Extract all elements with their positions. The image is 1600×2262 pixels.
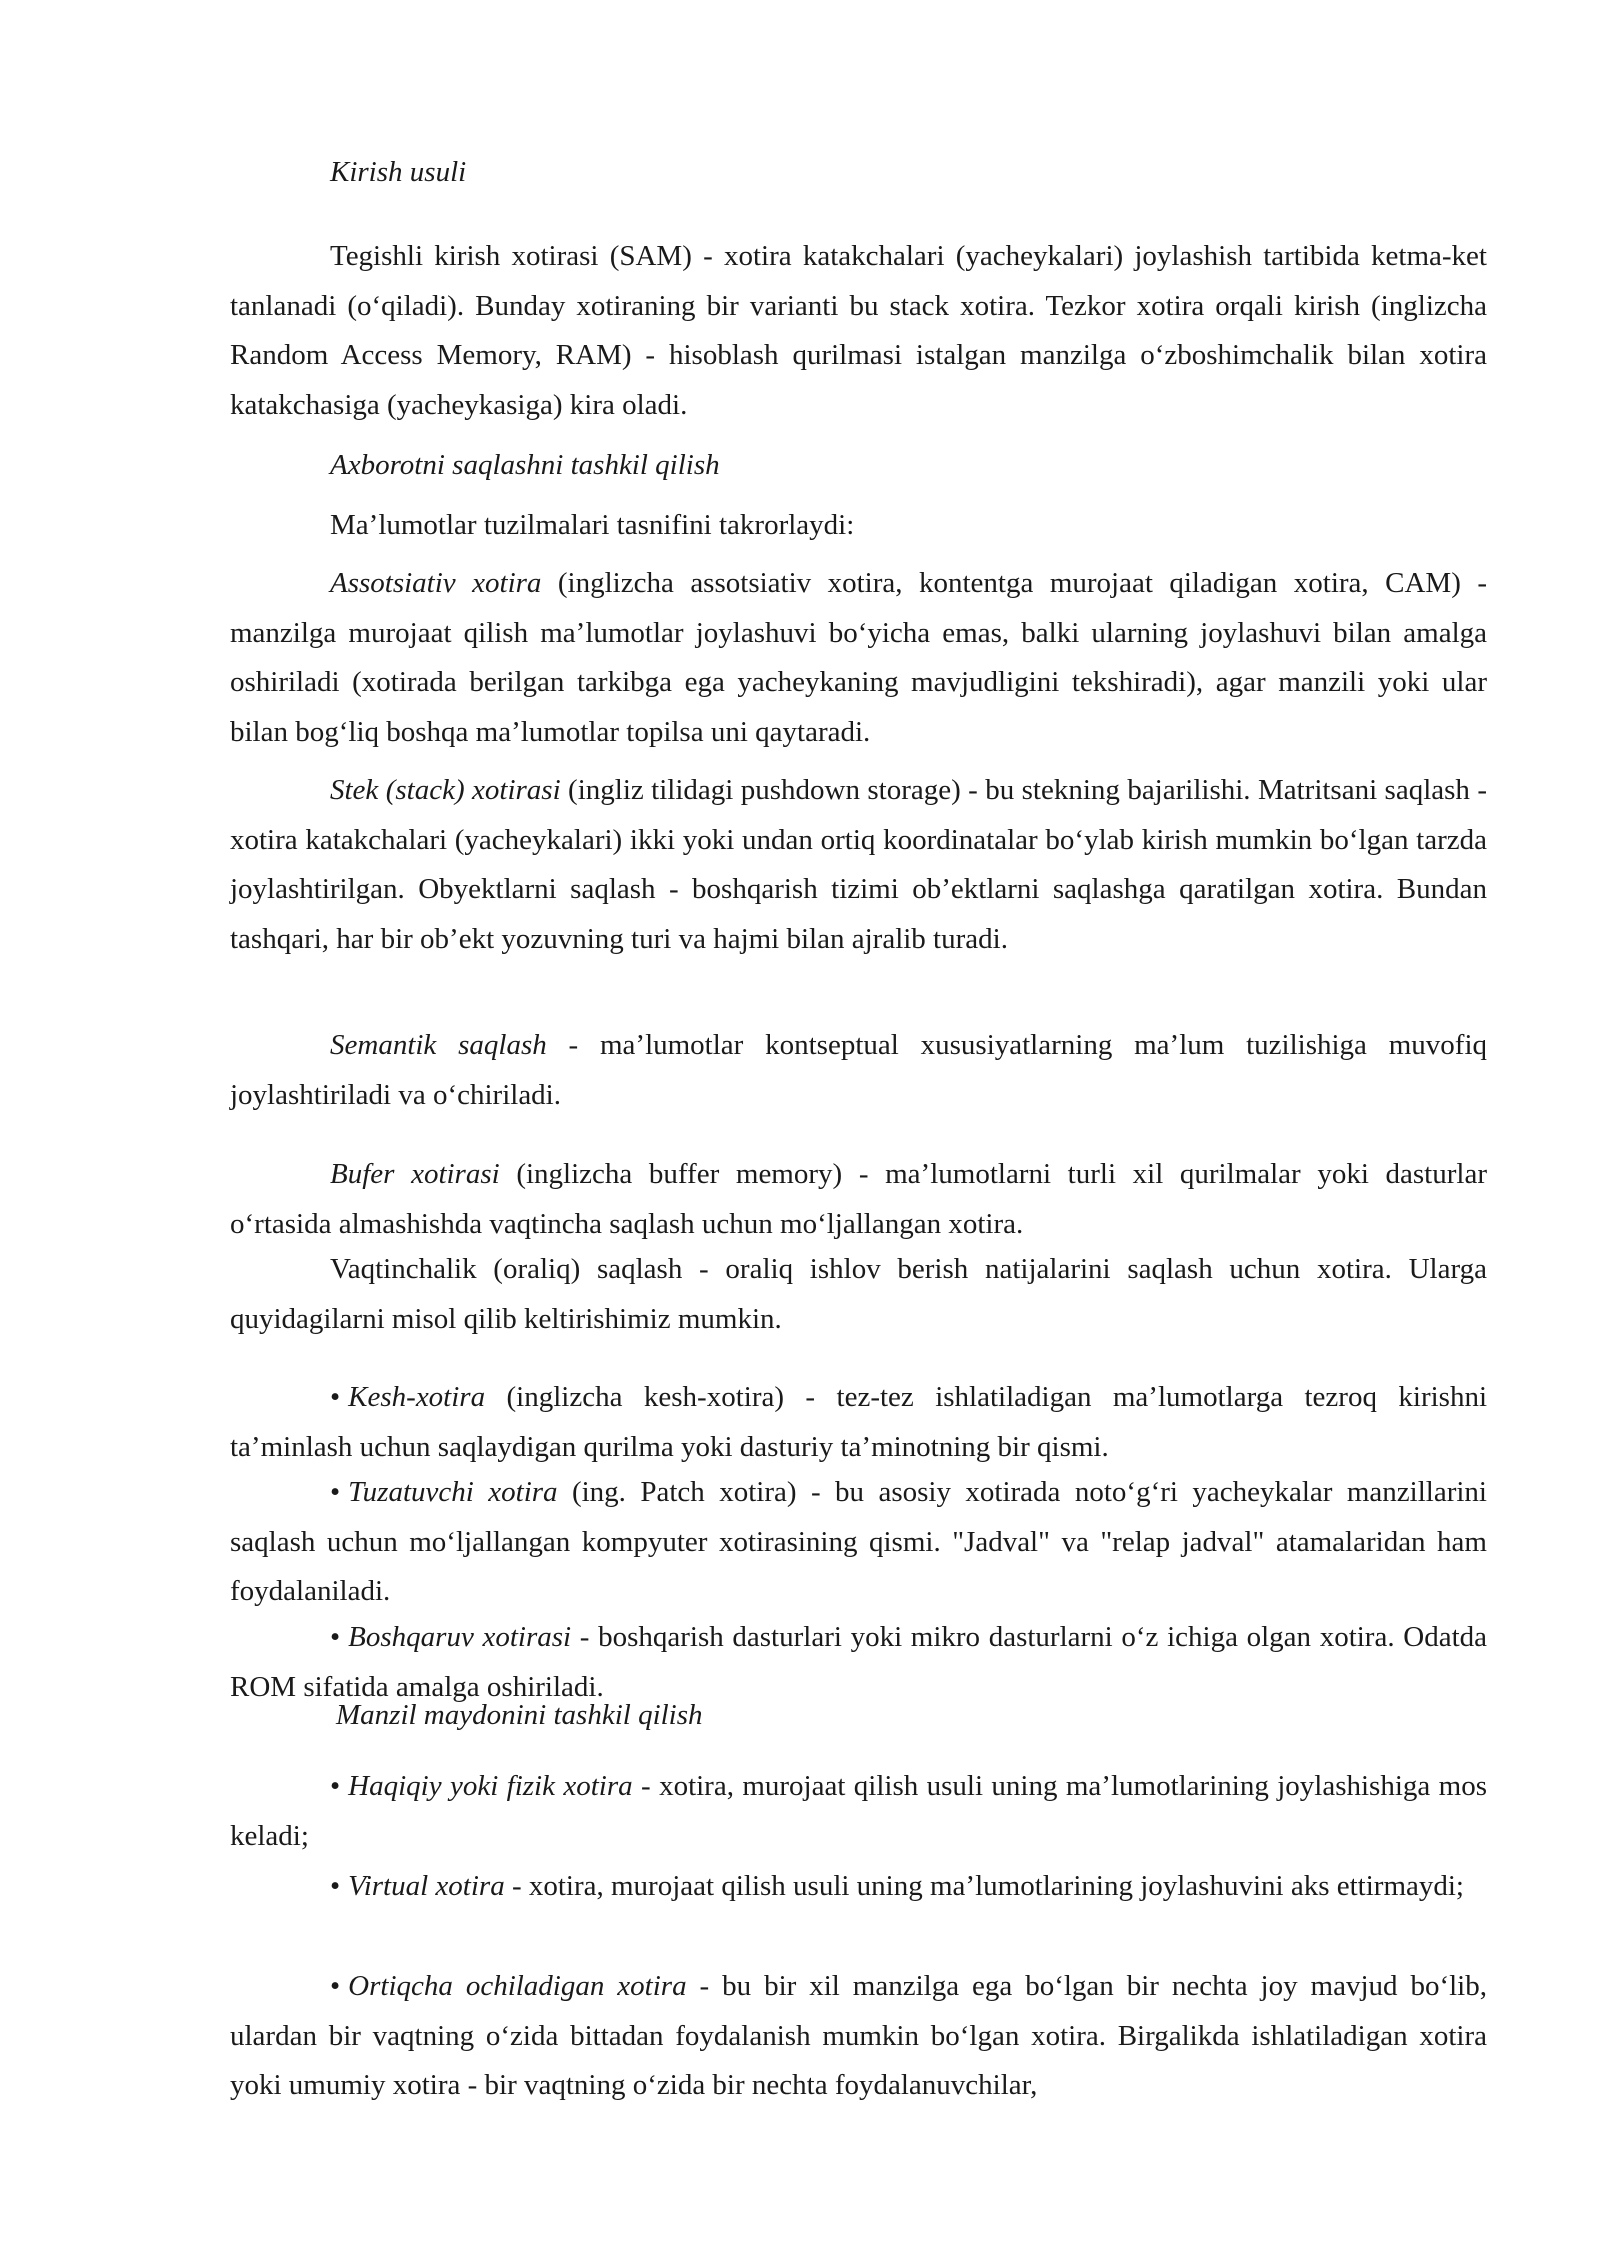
bullet-dot-icon: • bbox=[330, 1476, 341, 1508]
heading-kirish-usuli: Kirish usuli bbox=[330, 156, 467, 188]
paragraph-vaqtinchalik: Vaqtinchalik (oraliq) saqlash - oraliq ishlov berish natijalarini saqlash uchun xotira. Ularga quyidagilarni misol qilib keltirishimiz mumkin. bbox=[230, 1253, 1487, 1335]
text-stek: (ingliz tilidagi pushdown storage) - bu stekning bajarilishi. Matritsani saqlash - xotira katakchalari (yacheykalari) ikki yoki undan ortiq koordinatalar boʻylab kirish mumkin boʻlgan tarzda joylashtirilgan. Obyektlarni saqlash - boshqarish tizimi ob’ektlarni saqlashga qaratilgan xotira. Bundan tashqari, har bir ob’ekt yozuvning turi va hajmi bilan ajralib turadi. bbox=[230, 774, 1487, 955]
term-assotsiativ: Assotsiativ xotira bbox=[330, 567, 542, 599]
bullet-dot-icon: • bbox=[330, 1381, 341, 1413]
heading-axborot: Axborotni saqlashni tashkil qilish bbox=[330, 449, 720, 481]
paragraph-stek bbox=[230, 766, 1487, 964]
bullet-dot-icon: • bbox=[330, 1770, 341, 1802]
text-ortiqcha: - bu bir xil manzilga ega boʻlgan bir nechta joy mavjud boʻlib, ulardan bir vaqtning oʻzida bittadan foydalanish mumkin boʻlgan xotira. Birgalikda ishlatiladigan xotira yoki umumiy xotira - bir vaqtning oʻzida bir nechta foydalanuvchilar, bbox=[230, 1970, 1487, 2101]
bullet-dot-icon: • bbox=[330, 1870, 341, 1902]
bullet-virtual bbox=[230, 1862, 1487, 1912]
bullet-dot-icon: • bbox=[330, 1970, 341, 2002]
bullet-haqiqiy bbox=[230, 1762, 1487, 1861]
bullet-dot-icon: • bbox=[330, 1621, 341, 1653]
term-semantik: Semantik saqlash bbox=[330, 1029, 547, 1061]
text-bufer: (inglizcha buffer memory) - ma’lumotlarni turli xil qurilmalar yoki dasturlar oʻrtasida almashishda vaqtincha saqlash uchun moʻljallangan xotira. bbox=[230, 1158, 1487, 1240]
paragraph-semantik bbox=[230, 1021, 1487, 1120]
text-haqiqiy: - xotira, murojaat qilish usuli uning ma’lumotlarining joylashishiga mos keladi; bbox=[230, 1770, 1487, 1852]
term-tuzatuvchi: Tuzatuvchi xotira bbox=[348, 1476, 558, 1508]
bullet-kesh bbox=[230, 1373, 1487, 1472]
paragraph-malumotlar: Ma’lumotlar tuzilmalari tasnifini takrorlaydi: bbox=[330, 509, 855, 541]
bullet-ortiqcha bbox=[230, 1962, 1487, 2111]
term-kesh: Kesh-xotira bbox=[348, 1381, 486, 1413]
heading-manzil: Manzil maydonini tashkil qilish bbox=[336, 1699, 703, 1731]
term-bufer: Bufer xotirasi bbox=[330, 1158, 500, 1190]
text-kesh: (inglizcha kesh-xotira) - tez-tez ishlatiladigan ma’lumotlarga tezroq kirishni ta’minlash uchun saqlaydigan qurilma yoki dasturiy ta’minotning bir qismi. bbox=[230, 1381, 1487, 1463]
paragraph-bufer bbox=[230, 1150, 1487, 1249]
text-semantik: - ma’lumotlar kontseptual xususiyatlarning ma’lum tuzilishiga muvofiq joylashtiriladi va oʻchiriladi. bbox=[230, 1029, 1487, 1111]
text-virtual: - xotira, murojaat qilish usuli uning ma’lumotlarining joylashuvini aks ettirmaydi; bbox=[504, 1870, 1464, 1902]
term-ortiqcha: Ortiqcha ochiladigan xotira bbox=[348, 1970, 687, 2002]
paragraph-assotsiativ bbox=[230, 559, 1487, 757]
term-boshqaruv: Boshqaruv xotirasi bbox=[348, 1621, 572, 1653]
text-assotsiativ: (inglizcha assotsiativ xotira, kontentga murojaat qiladigan xotira, CAM) - manzilga murojaat qilish ma’lumotlar joylashuvi boʻyicha emas, balki ularning joylashuvi bilan amalga oshiriladi (xotirada berilgan tarkibga ega yacheykaning mavjudligini tekshiradi), agar manzili yoki ular bilan bogʻliq boshqa ma’lumotlar topilsa uni qaytaradi. bbox=[230, 567, 1487, 748]
text-tuzatuvchi: (ing. Patch xotira) - bu asosiy xotirada notoʻgʻri yacheykalar manzillarini saqlash uchun moʻljallangan kompyuter xotirasining qismi. "Jadval" va "relap jadval" atamalaridan ham foydalaniladi. bbox=[230, 1476, 1487, 1607]
term-virtual: Virtual xotira bbox=[348, 1870, 505, 1902]
text-boshqaruv: - boshqarish dasturlari yoki mikro dasturlarni oʻz ichiga olgan xotira. Odatda ROM sifatida amalga oshiriladi. bbox=[230, 1621, 1487, 1703]
term-stek: Stek (stack) xotirasi bbox=[330, 774, 561, 806]
paragraph-sam: Tegishli kirish xotirasi (SAM) - xotira katakchalari (yacheykalari) joylashish tartibida ketma-ket tanlanadi (oʻqiladi). Bunday xotiraning bir varianti bu stack xotira. Tezkor xotira orqali kirish (inglizcha Random Access Memory, RAM) - hisoblash qurilmasi istalgan manzilga oʻzboshimchalik bilan xotira katakchasiga (yacheykasiga) kira oladi. bbox=[230, 240, 1487, 421]
term-haqiqiy: Haqiqiy yoki fizik xotira bbox=[348, 1770, 633, 1802]
bullet-tuzatuvchi bbox=[230, 1468, 1487, 1617]
